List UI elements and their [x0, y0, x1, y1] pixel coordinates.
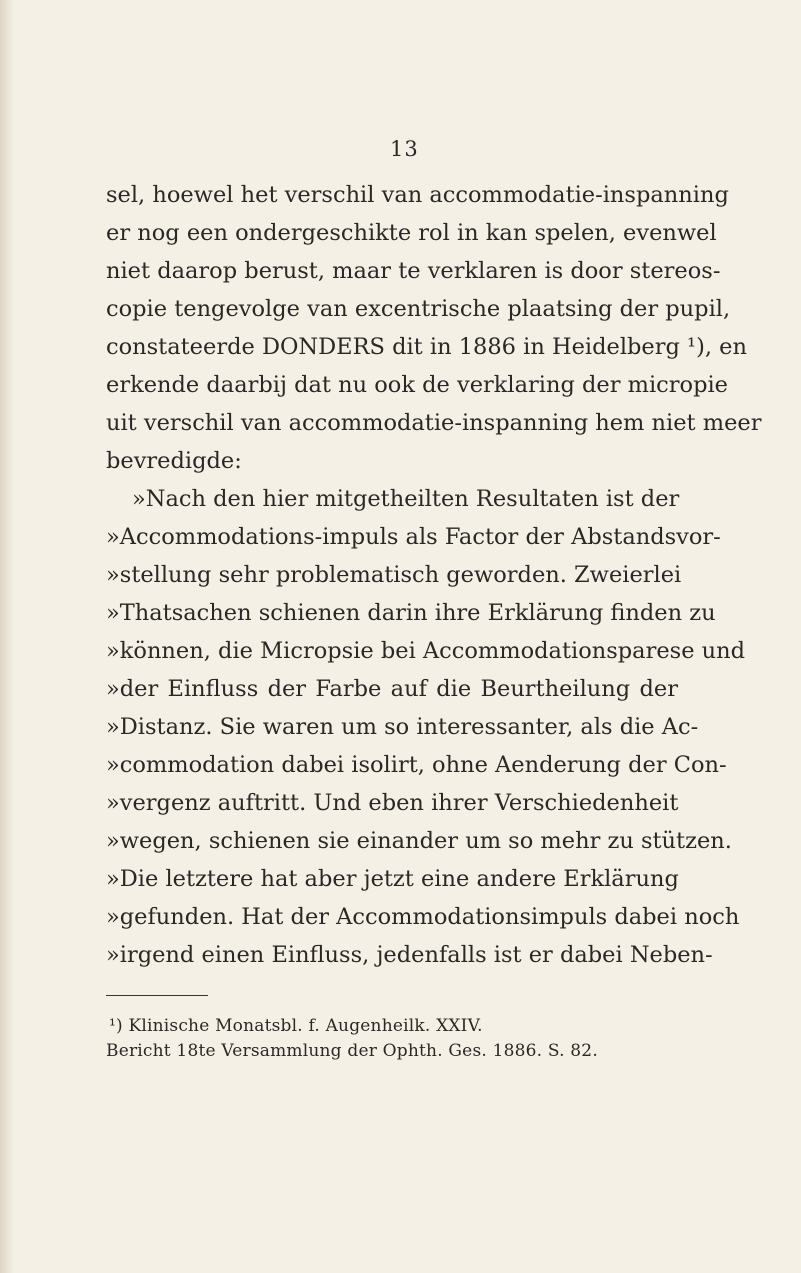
body-line: constateerde DONDERS dit in 1886 in Heidelberg ¹), en: [106, 334, 747, 360]
quote-line: »vergenz auftritt. Und eben ihrer Verschiedenheit: [106, 790, 679, 816]
footnotes: [106, 1014, 706, 1064]
page-edge-shadow: [0, 0, 14, 1273]
quote-line: »Distanz. Sie waren um so interessanter, als die Ac-: [106, 714, 699, 740]
quote-line: »Accommodations-impuls als Factor der Abstandsvor-: [106, 524, 721, 550]
body-line: copie tengevolge van excentrische plaatsing der pupil,: [106, 296, 731, 322]
body-text: [106, 176, 762, 974]
quote-line: »irgend einen Einfluss, jedenfalls ist er dabei Neben-: [106, 942, 713, 968]
footnote-line: ¹) Klinische Monatsbl. f. Augenheilk. XXIV.: [109, 1016, 483, 1036]
footnote-line: Bericht 18te Versammlung der Ophth. Ges. 1886. S. 82.: [106, 1041, 598, 1061]
quote-line: »commodation dabei isolirt, ohne Aenderung der Con-: [106, 752, 727, 778]
footnote-divider: [106, 995, 208, 996]
quote-line: »Die letztere hat aber jetzt eine andere Erklärung: [106, 866, 679, 892]
body-line: sel, hoewel het verschil van accommodatie-inspanning: [106, 182, 729, 208]
body-line: niet daarop berust, maar te verklaren is door stereos-: [106, 258, 721, 284]
body-line: erkende daarbij dat nu ook de verklaring der micropie: [106, 372, 728, 398]
quote-line: »Nach den hier mitgetheilten Resultaten ist der: [132, 486, 680, 512]
body-line: er nog een ondergeschikte rol in kan spelen, evenwel: [106, 220, 717, 246]
page-number: 13: [390, 137, 419, 161]
quote-line: »stellung sehr problematisch geworden. Zweierlei: [106, 562, 682, 588]
quote-line: »Thatsachen schienen darin ihre Erklärung finden zu: [106, 600, 716, 626]
quote-line: »können, die Micropsie bei Accommodationsparese und: [106, 638, 746, 664]
quote-line: »wegen, schienen sie einander um so mehr zu stützen.: [106, 828, 732, 854]
body-line: uit verschil van accommodatie-inspanning hem niet meer: [106, 410, 762, 436]
quote-line: »gefunden. Hat der Accommodationsimpuls dabei noch: [106, 904, 740, 930]
quote-line: »der Einfluss der Farbe auf die Beurtheilung der: [106, 676, 678, 702]
body-line: bevredigde:: [106, 448, 242, 474]
